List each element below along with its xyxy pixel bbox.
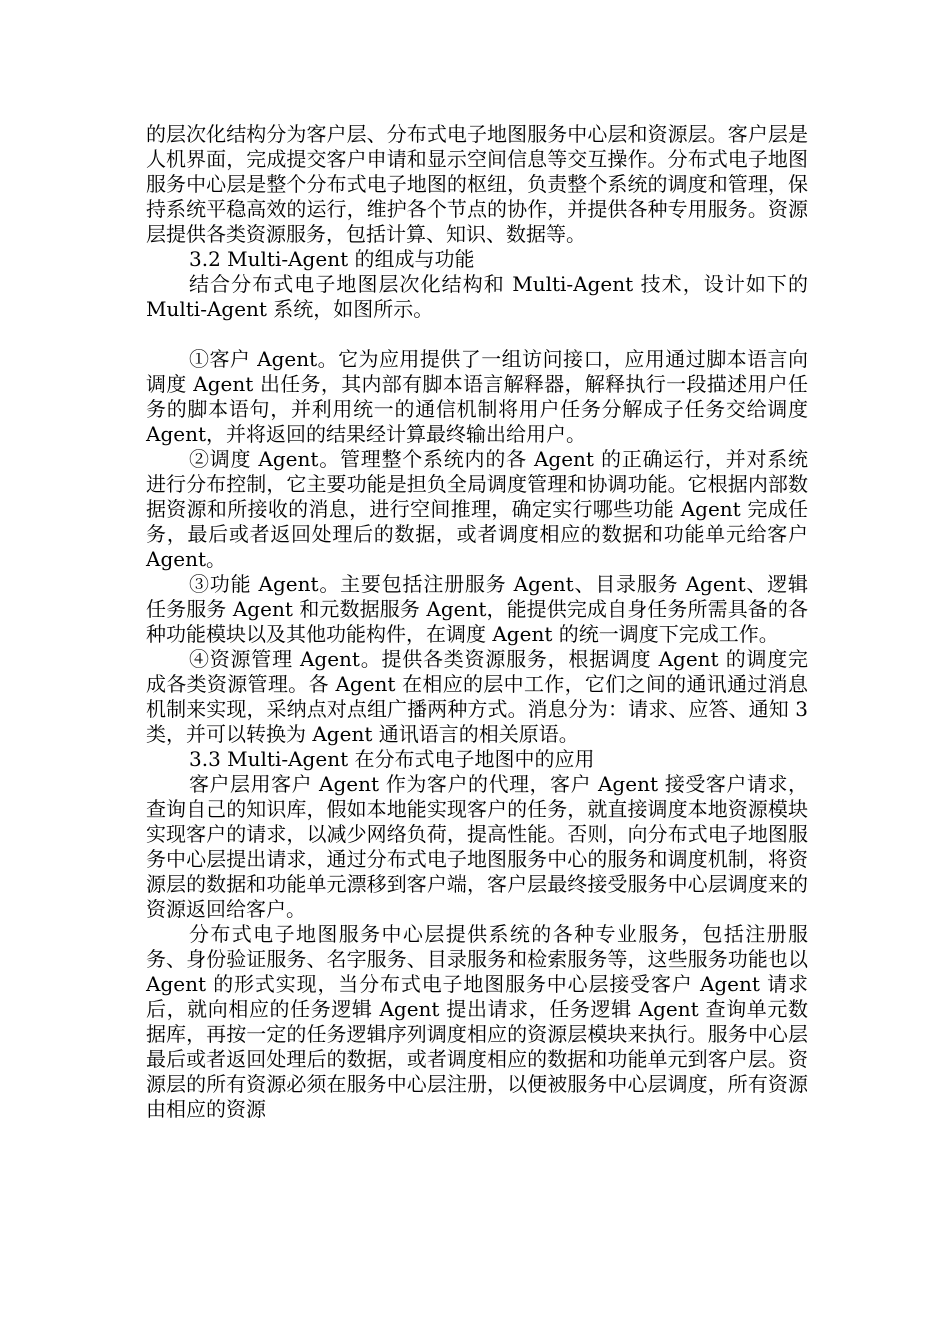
section-heading-3-2: 3.2 Multi-Agent 的组成与功能 xyxy=(189,247,475,271)
paragraph-scheduling-agent: ②调度 Agent。管理整个系统内的各 Agent 的正确运行，并对系统进行分布控制，它主要功能是担负全局调度管理和协调功能。它根据内部数据资源和所接收的消息，进行空间推理，确定实行哪些功能 Agent 完成任务，最后或者返回处理后的数据，或者调度相应的数据和功能单元给客户 Agent。 xyxy=(146,447,808,571)
paragraph-layer-structure: 的层次化结构分为客户层、分布式电子地图服务中心层和资源层。客户层是人机界面，完成提交客户申请和显示空间信息等交互操作。分布式电子地图服务中心层是整个分布式电子地图的枢纽，负责整个系统的调度和管理，保持系统平稳高效的运行，维护各个节点的协作，并提供各种专用服务。资源层提供各类资源服务，包括计算、知识、数据等。 xyxy=(146,122,808,246)
document-body xyxy=(146,122,808,1122)
paragraph-design-intro: 结合分布式电子地图层次化结构和 Multi-Agent 技术，设计如下的 Multi-Agent 系统，如图所示。 xyxy=(146,272,808,321)
figure-placeholder-gap xyxy=(146,322,808,347)
paragraph-service-center-layer: 分布式电子地图服务中心层提供系统的各种专业服务，包括注册服务、身份验证服务、名字服务、目录服务和检索服务等，这些服务功能也以 Agent 的形式实现，当分布式电子地图服务中心层接受客户 Agent 请求后，就向相应的任务逻辑 Agent 提出请求，任务逻辑 Agent 查询单元数据库，再按一定的任务逻辑序列调度相应的资源层模块来执行。服务中心层最后或者返回处理后的数据，或者调度相应的数据和功能单元到客户层。资源层的所有资源必须在服务中心层注册，以便被服务中心层调度，所有资源由相应的资源 xyxy=(146,922,808,1121)
paragraph-client-agent: ①客户 Agent。它为应用提供了一组访问接口，应用通过脚本语言向调度 Agent 出任务，其内部有脚本语言解释器，解释执行一段描述用户任务的脚本语句，并利用统一的通信机制将用户任务分解成子任务交给调度 Agent，并将返回的结果经计算最终输出给用户。 xyxy=(146,347,808,446)
paragraph-client-layer-application: 客户层用客户 Agent 作为客户的代理，客户 Agent 接受客户请求，查询自己的知识库，假如本地能实现客户的任务，就直接调度本地资源模块实现客户的请求，以减少网络负荷，提高性能。否则，向分布式电子地图服务中心层提出请求，通过分布式电子地图服务中心的服务和调度机制，将资源层的数据和功能单元漂移到客户端，客户层最终接受服务中心层调度来的资源返回给客户。 xyxy=(146,772,808,921)
section-heading-3-3: 3.3 Multi-Agent 在分布式电子地图中的应用 xyxy=(189,747,595,771)
paragraph-resource-agent: ④资源管理 Agent。提供各类资源服务，根据调度 Agent 的调度完成各类资源管理。各 Agent 在相应的层中工作，它们之间的通讯通过消息机制来实现，采纳点对点组广播两种方式。消息分为：请求、应答、通知 3 类，并可以转换为 Agent 通讯语言的相关原语。 xyxy=(146,647,808,746)
paragraph-function-agent: ③功能 Agent。主要包括注册服务 Agent、目录服务 Agent、逻辑任务服务 Agent 和元数据服务 Agent，能提供完成自身任务所需具备的各种功能模块以及其他功能构件，在调度 Agent 的统一调度下完成工作。 xyxy=(146,572,808,646)
